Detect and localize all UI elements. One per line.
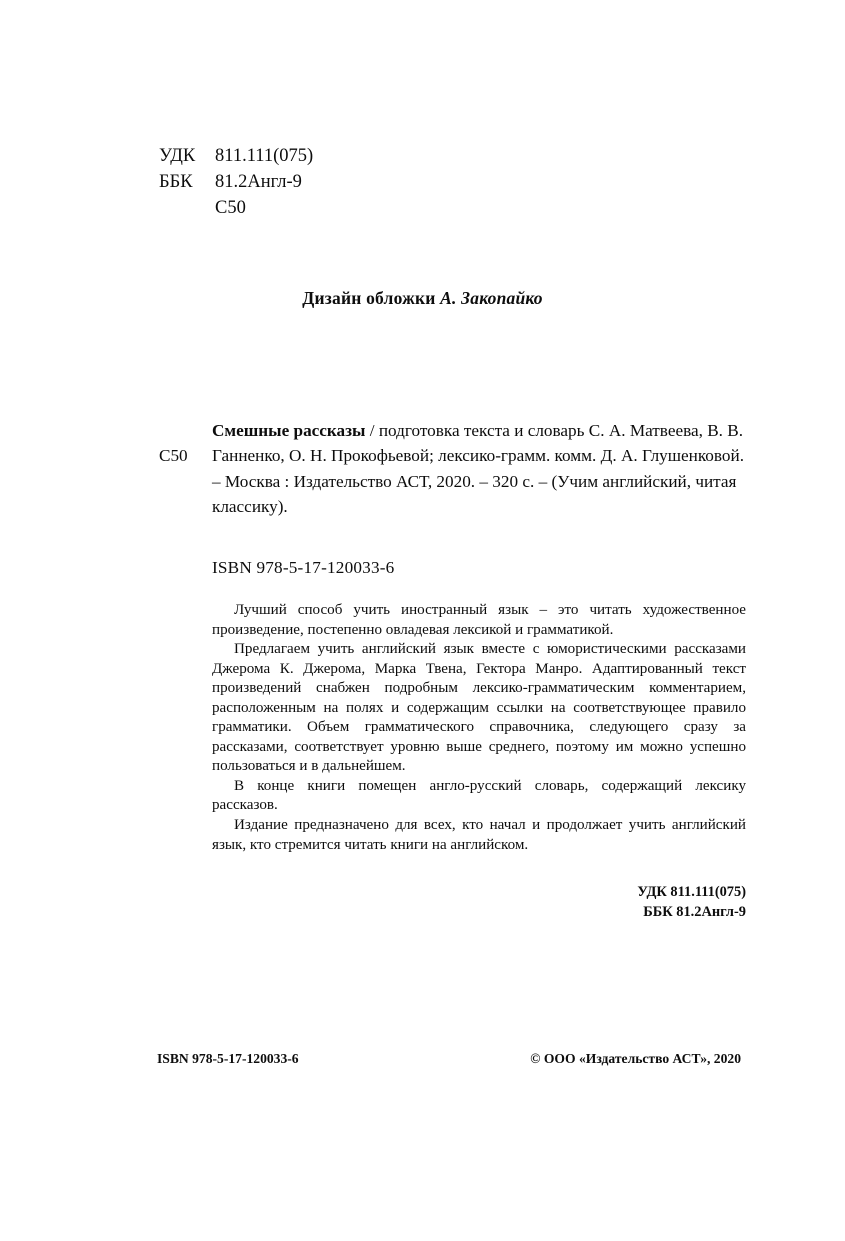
- udk-label: УДК: [159, 146, 196, 166]
- annotation-paragraph: Лучший способ учить иностранный язык – это читать художественное произведение, постепенно овладевая лексикой и грамматикой.: [212, 602, 746, 638]
- page-footer: [157, 1051, 746, 1067]
- author-mark-row: [159, 195, 313, 221]
- annotation-paragraph: Предлагаем учить английский язык вместе с юмористическими рассказами Джерома К. Джерома, Марка Твена, Гектора Манро. Адаптированный текст произведений снабжен подробным лексико-грамматическим комментарием, расположенным на полях и содержащим ссылки на соответствующее правило грамматики. Объем грамматического справочника, следующего сразу за рассказами, соответствует уровню выше среднего, поэтому им можно успешно пользоваться и в дальнейшем.: [212, 641, 746, 775]
- biblio-author-mark: С50: [159, 446, 188, 465]
- annotation-text: [212, 601, 746, 855]
- annotation-paragraph: В конце книги помещен англо-русский словарь, содержащий лексику рассказов.: [212, 777, 746, 814]
- cover-designer-name: А. Закопайко: [440, 288, 543, 308]
- udk-value: 811.111(075): [215, 146, 314, 166]
- classification-codes-bottom: [637, 883, 746, 922]
- footer-isbn: ISBN 978-5-17-120033-6: [157, 1051, 299, 1066]
- author-mark-value: С50: [215, 198, 246, 218]
- bbk-value: 81.2Англ-9: [215, 172, 302, 192]
- book-title: Смешные рассказы: [212, 421, 366, 440]
- cover-design-credit: [0, 288, 845, 309]
- isbn-main: ISBN 978-5-17-120033-6: [212, 558, 395, 577]
- cover-design-label: Дизайн обложки: [302, 288, 436, 308]
- footer-copyright: © ООО «Издательство АСТ», 2020: [530, 1051, 741, 1066]
- classification-codes-top: [159, 143, 313, 221]
- bbk-bottom-value: ББК 81.2Англ-9: [643, 903, 746, 920]
- udk-bottom-value: УДК 811.111(075): [637, 884, 746, 900]
- biblio-details: / подготовка текста и словарь С. А. Матвеева, В. В. Ганненко, О. Н. Прокофьевой; лексико-грамм. комм. Д. А. Глушенковой. – Москва : Издательство АСТ, 2020. – 320 с. – (Учим английский, читая классику).: [212, 421, 744, 516]
- annotation-paragraph: Издание предназначено для всех, кто начал и продолжает учить английский язык, кто стремится читать книги на английском.: [212, 817, 746, 853]
- bbk-label: ББК: [159, 172, 193, 192]
- bbk-row: [159, 169, 313, 195]
- udk-row: [159, 143, 313, 169]
- bibliographic-description: [212, 418, 746, 519]
